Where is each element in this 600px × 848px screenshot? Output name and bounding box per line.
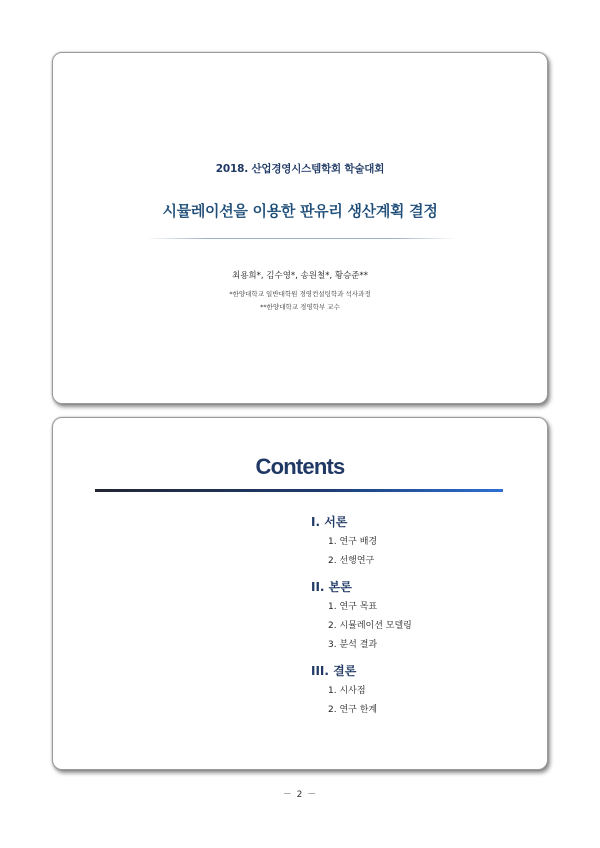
toc-item: 2. 시뮬레이션 모델링 [328, 621, 412, 631]
contents-heading: Contents [255, 454, 345, 479]
toc-item: 3. 분석 결과 [328, 640, 378, 650]
toc-item: 1. 연구 목표 [328, 602, 378, 612]
toc-section-heading: II. 본론 [311, 580, 352, 594]
affiliation-line: *한양대학교 일반대학원 경영컨설팅학과 석사과정 [229, 290, 371, 298]
toc-section-conclusion [311, 663, 412, 720]
conference-name: 2018. 산업경영시스템학회 학술대회 [215, 163, 385, 175]
toc-section-introduction [311, 514, 412, 571]
title-divider [145, 238, 457, 239]
contents-slide [52, 417, 548, 770]
authors-line: 최용희*, 김수영*, 송원철*, 황승준** [232, 271, 368, 281]
toc-section-heading: I. 서론 [311, 515, 348, 529]
presentation-title: 시뮬레이션을 이용한 판유리 생산계획 결정 [162, 202, 438, 220]
toc-section-heading: III. 결론 [311, 664, 357, 678]
contents-divider [95, 489, 503, 492]
toc-section-body [311, 579, 412, 655]
toc-item: 1. 연구 배경 [328, 537, 378, 547]
affiliation-line: **한양대학교 경영학부 교수 [260, 303, 340, 311]
toc-item: 2. 선행연구 [328, 556, 375, 566]
table-of-contents [311, 514, 412, 720]
toc-item: 1. 시사점 [328, 686, 366, 696]
title-slide [52, 52, 548, 404]
page-number: － 2 － [282, 790, 318, 800]
toc-item: 2. 연구 한계 [328, 705, 378, 715]
